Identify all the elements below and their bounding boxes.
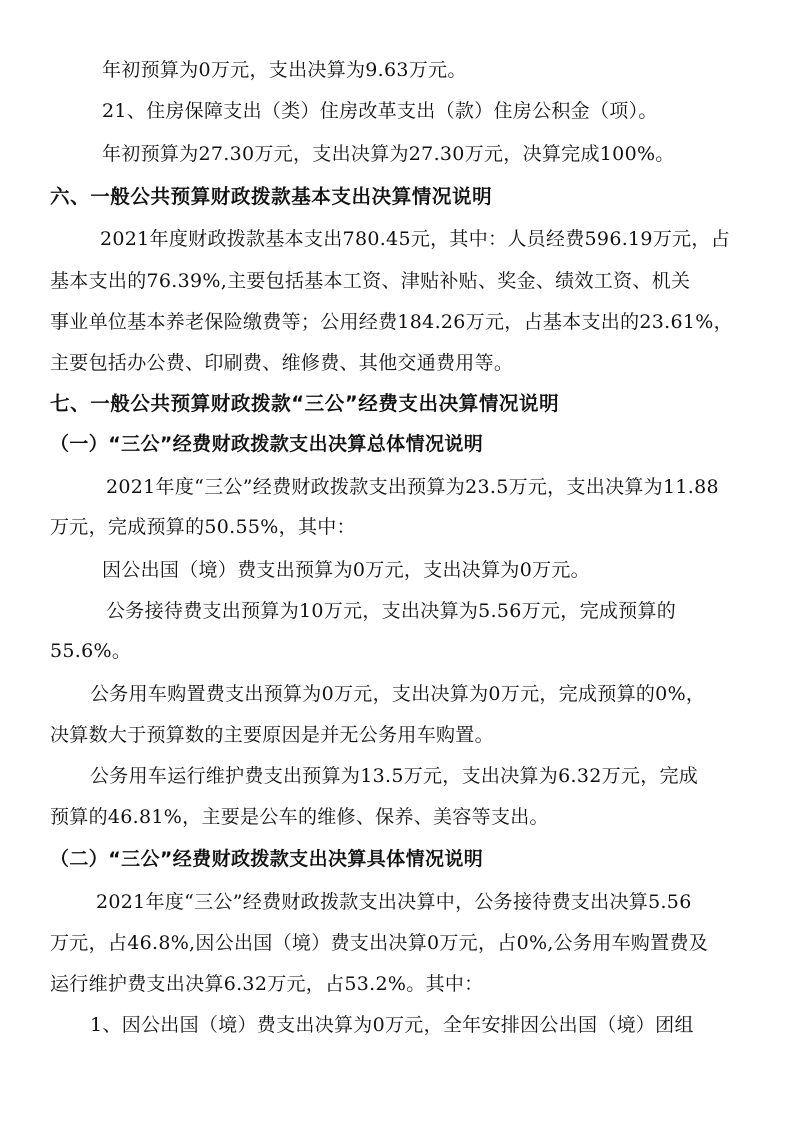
paragraph-line: 决算数大于预算数的主要原因是并无公务用车购置。 [50, 724, 494, 746]
paragraph-line: 事业单位基本养老保险缴费等；公用经费184.26万元，占基本支出的23.61%， [50, 311, 733, 333]
paragraph-line: 公务用车购置费支出预算为0万元，支出决算为0万元，完成预算的0%， [90, 683, 706, 705]
paragraph-line: 因公出国（境）费支出预算为0万元，支出决算为0万元。 [102, 559, 590, 581]
paragraph-line: 公务用车运行维护费支出预算为13.5万元，支出决算为6.32万元，完成 [90, 765, 699, 787]
paragraph-line: 运行维护费支出决算6.32万元，占53.2%。其中： [50, 973, 484, 995]
subsection-heading-1: （一）“三公”经费财政拨款支出决算总体情况说明 [50, 433, 484, 455]
paragraph-line: 预算的46.81%，主要是公车的维修、保养、美容等支出。 [50, 806, 549, 828]
paragraph-line: 2021年度财政拨款基本支出780.45元，其中：人员经费596.19万元，占 [100, 228, 731, 250]
section-heading-7: 七、一般公共预算财政拨款“三公”经费支出决算情况说明 [50, 392, 560, 415]
paragraph-line: 主要包括办公费、印刷费、维修费、其他交通费用等。 [50, 352, 514, 374]
subsection-heading-2: （二）“三公”经费财政拨款支出决算具体情况说明 [50, 848, 484, 870]
section-heading-6: 六、一般公共预算财政拨款基本支出决算情况说明 [50, 185, 493, 208]
paragraph-line: 55.6%。 [50, 640, 132, 662]
paragraph-line: 2021年度“三公”经费财政拨款支出决算中，公务接待费支出决算5.56 [96, 891, 692, 913]
paragraph-line: 万元，占46.8%,因公出国（境）费支出决算0万元，占0%,公务用车购置费及 [50, 932, 709, 954]
paragraph-line: 2021年度“三公”经费财政拨款支出预算为23.5万元，支出决算为11.88 [106, 476, 719, 498]
paragraph-line: 1、因公出国（境）费支出决算为0万元，全年安排因公出国（境）团组 [90, 1014, 694, 1036]
paragraph-line: 年初预算为0万元，支出决算为9.63万元。 [102, 59, 467, 81]
paragraph-line: 21、住房保障支出（类）住房改革支出（款）住房公积金（项）。 [102, 100, 658, 122]
paragraph-line: 公务接待费支出预算为10万元，支出决算为5.56万元，完成预算的 [106, 600, 677, 622]
paragraph-line: 万元，完成预算的50.55%，其中： [50, 516, 356, 538]
paragraph-line: 年初预算为27.30万元，支出决算为27.30万元，决算完成100%。 [102, 143, 675, 165]
paragraph-line: 基本支出的76.39%,主要包括基本工资、津贴补贴、奖金、绩效工资、机关 [50, 270, 691, 292]
